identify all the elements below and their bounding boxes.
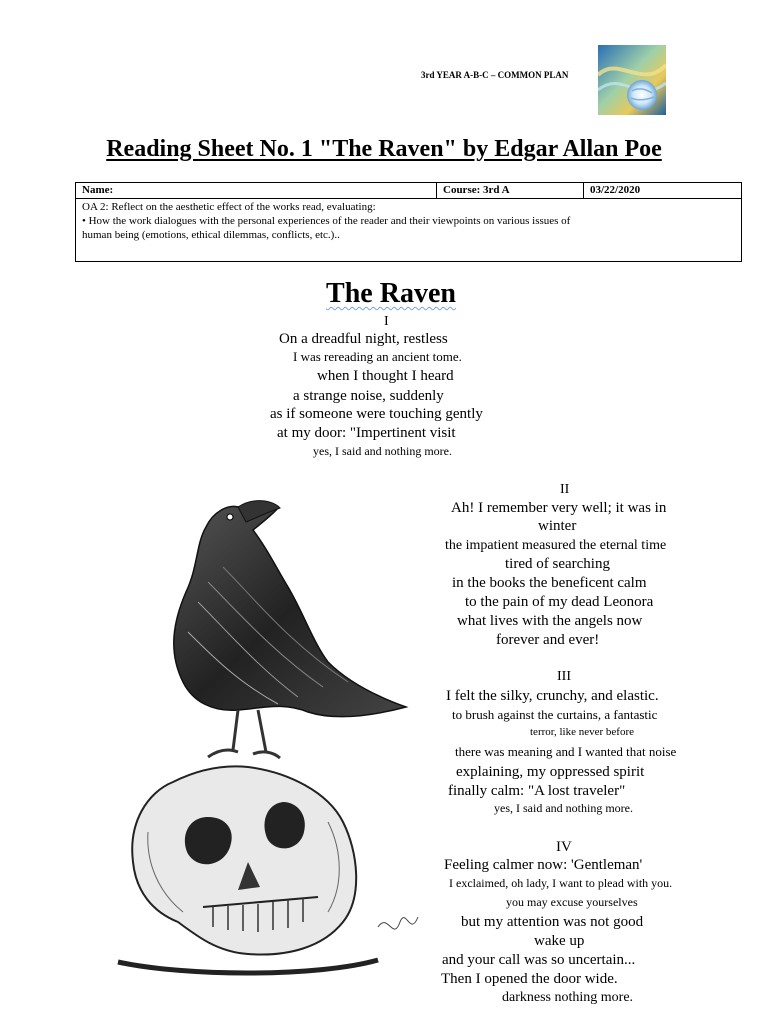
stanza-numeral: III	[557, 669, 571, 684]
poem-line: there was meaning and I wanted that noise	[455, 744, 677, 759]
poem-line: finally calm: "A lost traveler"	[448, 783, 626, 799]
poem-line: at my door: "Impertinent visit	[277, 425, 456, 441]
poem-line: wake up	[534, 933, 585, 949]
course-cell: Course: 3rd A	[437, 183, 584, 198]
document-title: Reading Sheet No. 1 "The Raven" by Edgar Allan Poe	[106, 136, 662, 162]
poem-line: forever and ever!	[496, 632, 600, 648]
poem-title	[0, 278, 768, 310]
poem-line: yes, I said and nothing more.	[313, 444, 452, 458]
poem-line: and your call was so uncertain...	[442, 952, 636, 968]
stanza-numeral: II	[560, 482, 570, 497]
poem-title-text: The Raven	[326, 278, 456, 309]
info-table-header-row	[76, 183, 741, 199]
poem-line: terror, like never before	[530, 726, 635, 738]
objective-text	[76, 199, 741, 243]
poem-line: a strange noise, suddenly	[293, 388, 444, 404]
poem-line: but my attention was not good	[461, 914, 644, 930]
poem-line: Then I opened the door wide.	[441, 971, 618, 987]
info-table	[75, 182, 742, 262]
raven-on-skull-illustration-icon	[88, 482, 423, 992]
objective-line: human being (emotions, ethical dilemmas, conflicts, etc.)..	[82, 229, 340, 241]
objective-line: OA 2: Reflect on the aesthetic effect of the works read, evaluating:	[82, 201, 376, 213]
stanza-numeral: I	[384, 314, 389, 329]
poem-line: I exclaimed, oh lady, I want to plead with you.	[449, 876, 673, 890]
poem-line: what lives with the angels now	[457, 613, 643, 629]
header-label: 3rd YEAR A-B-C – COMMON PLAN	[421, 70, 569, 80]
poem-line: Ah! I remember very well; it was in	[451, 500, 667, 516]
poem-line: in the books the beneficent calm	[452, 575, 647, 591]
poem-line: explaining, my oppressed spirit	[456, 764, 645, 780]
globe-swirl-logo-icon	[598, 45, 666, 115]
poem-line: Feeling calmer now: 'Gentleman'	[444, 857, 643, 873]
poem-line: yes, I said and nothing more.	[494, 801, 633, 815]
poem-line: to the pain of my dead Leonora	[465, 594, 654, 610]
poem-line: darkness nothing more.	[502, 990, 634, 1005]
poem-line: winter	[538, 518, 577, 534]
poem-line: On a dreadful night, restless	[279, 331, 448, 347]
date-cell: 03/22/2020	[590, 184, 641, 196]
stanza-numeral: IV	[556, 839, 572, 855]
poem-line: tired of searching	[505, 556, 610, 572]
poem-line: when I thought I heard	[317, 368, 454, 384]
poem-line: you may excuse yourselves	[506, 895, 638, 909]
objective-line: • How the work dialogues with the personal experiences of the reader and their viewpoints on various issues of	[82, 215, 571, 227]
poem-line: to brush against the curtains, a fantastic	[452, 707, 658, 722]
poem-line: I felt the silky, crunchy, and elastic.	[446, 688, 659, 704]
poem-line: as if someone were touching gently	[270, 406, 483, 422]
name-field[interactable]: Name:	[76, 183, 437, 198]
poem-line: the impatient measured the eternal time	[445, 538, 667, 553]
poem-line: I was rereading an ancient tome.	[293, 349, 462, 364]
